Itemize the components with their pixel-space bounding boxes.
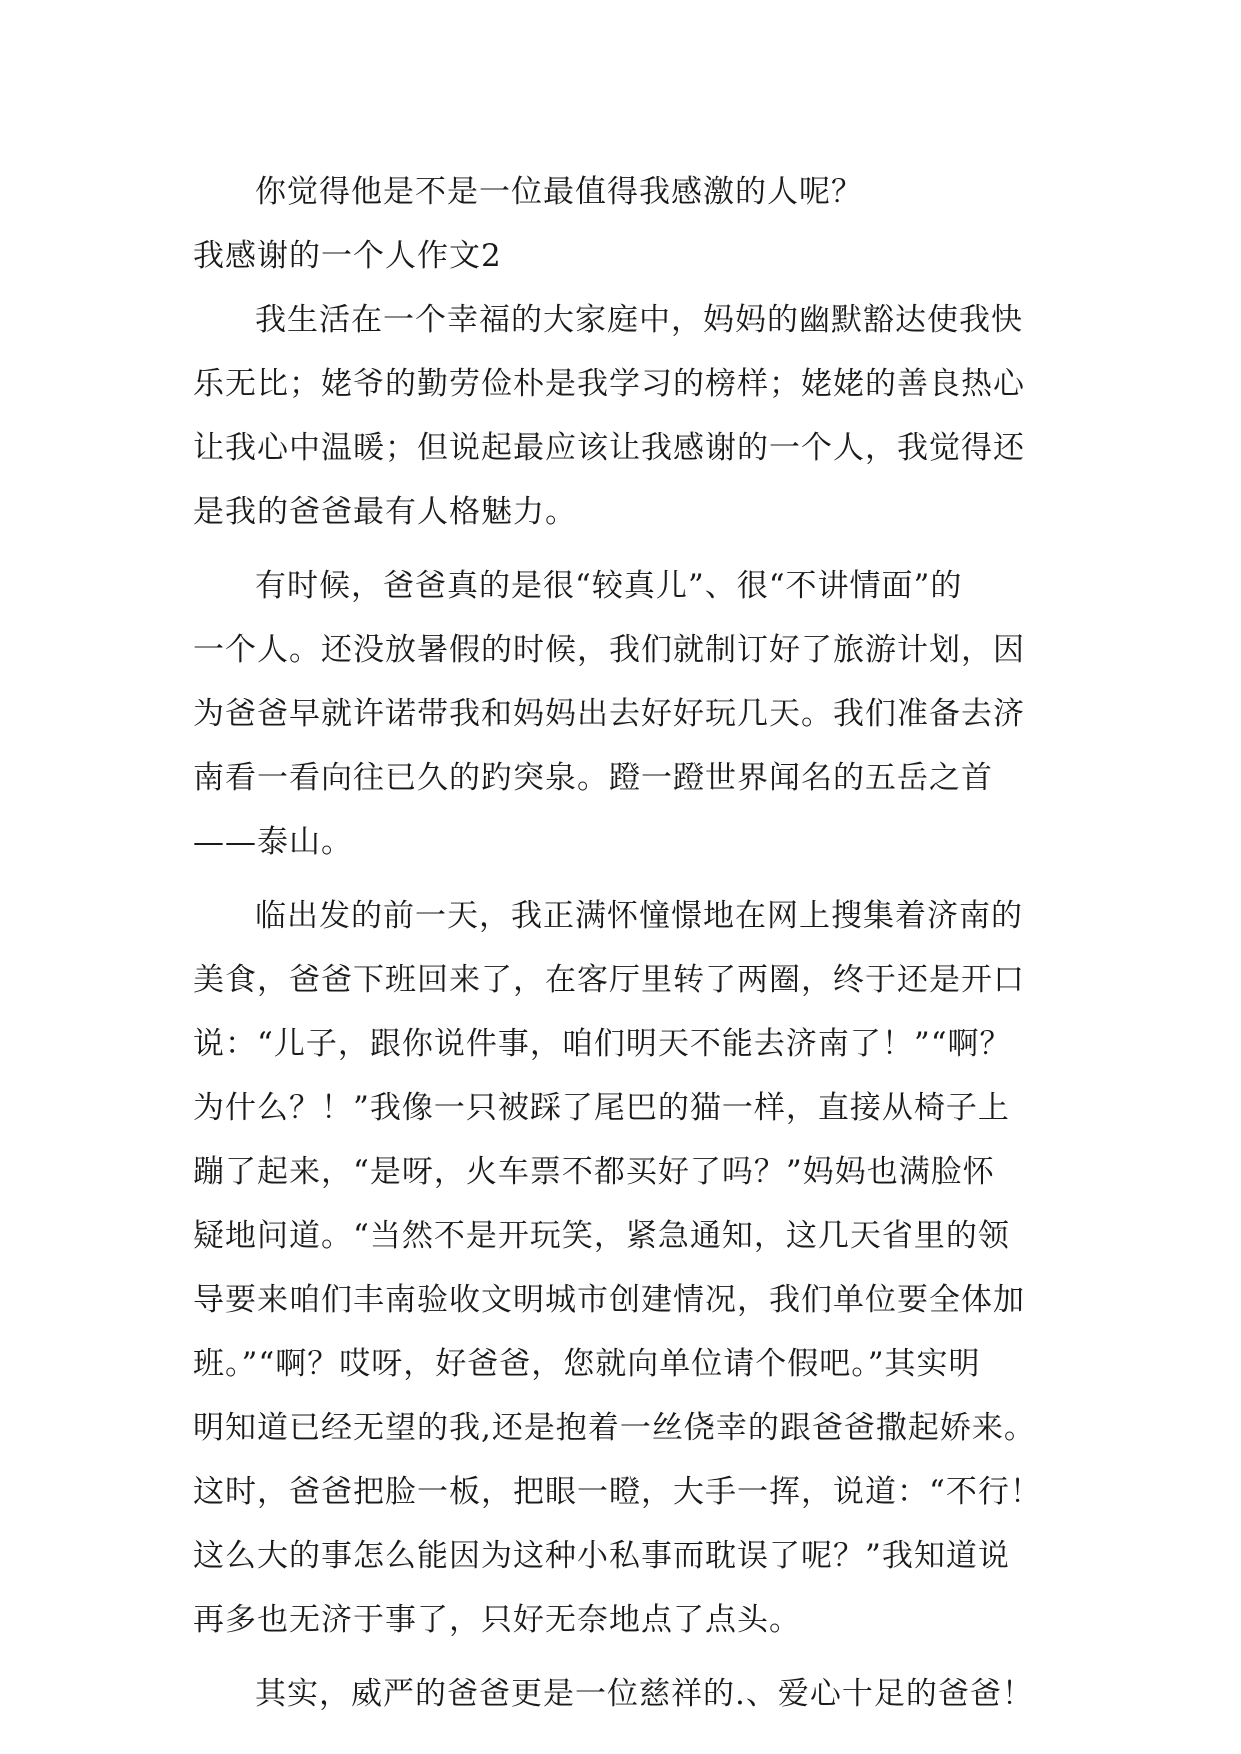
paragraph-2 — [193, 554, 1053, 874]
paragraph-line: 疑地问道。“当然不是开玩笑，紧急通知，这几天省里的领 — [193, 1218, 1010, 1254]
essay-heading: 我感谢的一个人作文2 — [193, 238, 502, 274]
paragraph-line: ——泰山。 — [193, 824, 353, 860]
lead-line: 你觉得他是不是一位最值得我感激的人呢？ — [255, 174, 863, 210]
paragraph-4 — [193, 1662, 1053, 1726]
paragraph-line: 我生活在一个幸福的大家庭中，妈妈的幽默豁达使我快 — [255, 302, 1023, 338]
paragraph-line: 这么大的事怎么能因为这种小私事而耽误了呢？”我知道说 — [193, 1538, 1010, 1574]
paragraph-3 — [193, 884, 1053, 1652]
paragraph-1 — [193, 288, 1053, 544]
paragraph-line: 明知道已经无望的我,还是抱着一丝侥幸的跟爸爸撒起娇来。 — [193, 1410, 1036, 1446]
paragraph-line: 蹦了起来，“是呀，火车票不都买好了吗？”妈妈也满脸怀 — [193, 1154, 995, 1190]
paragraph-line: 南看一看向往已久的趵突泉。蹬一蹬世界闻名的五岳之首 — [193, 760, 993, 796]
paragraph-line: 一个人。还没放暑假的时候，我们就制订好了旅游计划，因 — [193, 632, 1025, 668]
paragraph-line: 美食，爸爸下班回来了，在客厅里转了两圈，终于还是开口 — [193, 962, 1025, 998]
paragraph-line: 临出发的前一天，我正满怀憧憬地在网上搜集着济南的 — [255, 898, 1023, 934]
paragraph-line: 说：“儿子，跟你说件事，咱们明天不能去济南了！”“啊？ — [193, 1026, 1012, 1062]
paragraph-line: 班。”“啊？哎呀，好爸爸，您就向单位请个假吧。”其实明 — [193, 1346, 981, 1382]
paragraph-line: 让我心中温暖；但说起最应该让我感谢的一个人，我觉得还 — [193, 430, 1025, 466]
paragraph-line: 有时候，爸爸真的是很“较真儿”、很“不讲情面”的 — [255, 568, 963, 604]
paragraph-line: 为爸爸早就许诺带我和妈妈出去好好玩几天。我们准备去济 — [193, 696, 1025, 732]
paragraph-line: 导要来咱们丰南验收文明城市创建情况，我们单位要全体加 — [193, 1282, 1025, 1318]
essay-body — [193, 160, 1053, 1726]
paragraph-line: 其实，威严的爸爸更是一位慈祥的.、爱心十足的爸爸！ — [255, 1676, 1034, 1712]
paragraph-line: 这时，爸爸把脸一板，把眼一瞪，大手一挥，说道：“不行！ — [193, 1474, 1042, 1510]
paragraph-line: 再多也无济于事了，只好无奈地点了点头。 — [193, 1602, 801, 1638]
paragraph-line: 为什么？！”我像一只被踩了尾巴的猫一样，直接从椅子上 — [193, 1090, 1010, 1126]
paragraph-line: 是我的爸爸最有人格魅力。 — [193, 494, 577, 530]
paragraph-line: 乐无比；姥爷的勤劳俭朴是我学习的榜样；姥姥的善良热心 — [193, 366, 1025, 402]
